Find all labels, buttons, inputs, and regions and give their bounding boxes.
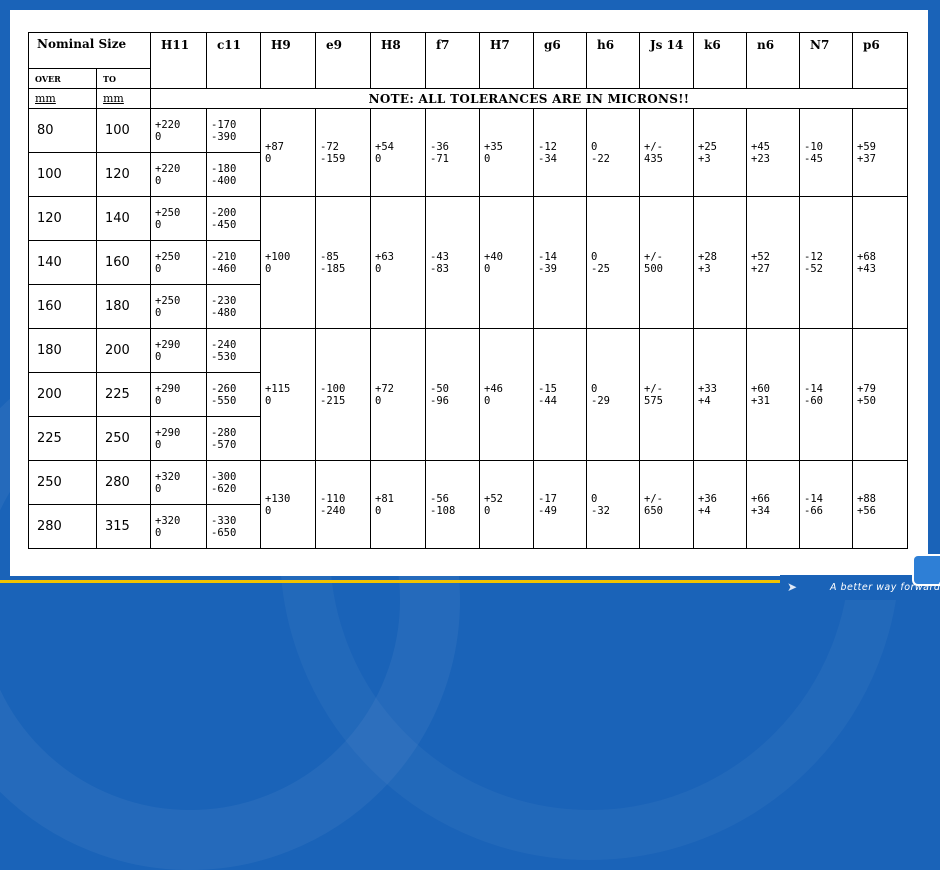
- cell-value-upper: +36: [698, 492, 717, 505]
- cell-value-upper: +320: [155, 514, 181, 527]
- cell-value-lower: -159: [320, 152, 346, 165]
- column-header-h8: H8: [371, 33, 426, 89]
- cell-value-upper: +63: [375, 250, 394, 263]
- size-to: 180: [97, 285, 151, 329]
- size-over: 180: [29, 329, 97, 373]
- unit-to: mm: [97, 89, 151, 109]
- cell-h6: [587, 461, 640, 549]
- cell-value-lower: 0: [155, 174, 162, 187]
- cell-value-lower: 0: [265, 394, 272, 407]
- size-to: 225: [97, 373, 151, 417]
- column-header-h11: H11: [151, 33, 207, 89]
- cell-value-lower: 0: [155, 350, 162, 363]
- cell-value-lower: -83: [430, 262, 449, 275]
- cell-value-upper: -12: [538, 140, 557, 153]
- cell-e9: [316, 329, 371, 461]
- cell-value-lower: +4: [698, 394, 711, 407]
- cell-js14: [640, 461, 694, 549]
- cell-n6: [747, 461, 800, 549]
- cell-k6: [694, 329, 747, 461]
- cell-value-upper: +250: [155, 206, 181, 219]
- cell-value-lower: -25: [591, 262, 610, 275]
- cell-c11: [207, 373, 261, 417]
- cell-value-lower: 0: [155, 394, 162, 407]
- cell-value-upper: -14: [538, 250, 557, 263]
- cell-value-upper: +/-: [644, 492, 663, 505]
- cell-value-upper: -100: [320, 382, 346, 395]
- cell-value-lower: +50: [857, 394, 876, 407]
- column-header-k6: k6: [694, 33, 747, 89]
- cell-value-lower: 650: [644, 504, 663, 517]
- cell-value-lower: 0: [484, 394, 491, 407]
- cell-value-lower: 0: [155, 306, 162, 319]
- cell-f7: [426, 461, 480, 549]
- cell-h6: [587, 329, 640, 461]
- cell-value-lower: -29: [591, 394, 610, 407]
- cell-value-upper: -280: [211, 426, 237, 439]
- cell-value-upper: -72: [320, 140, 339, 153]
- cell-h9: [261, 461, 316, 549]
- cell-value-upper: 0: [591, 250, 598, 263]
- cell-value-lower: +3: [698, 152, 711, 165]
- cell-value-lower: -34: [538, 152, 557, 165]
- cell-h11: [151, 505, 207, 549]
- cell-h7: [480, 461, 534, 549]
- units-row: [29, 89, 908, 109]
- cell-value-upper: -36: [430, 140, 449, 153]
- cell-value-upper: -56: [430, 492, 449, 505]
- column-header-js14: Js 14: [640, 33, 694, 89]
- size-over: 120: [29, 197, 97, 241]
- cell-value-lower: 0: [155, 438, 162, 451]
- cell-value-upper: +54: [375, 140, 394, 153]
- cell-value-upper: +100: [265, 250, 291, 263]
- cell-h11: [151, 373, 207, 417]
- cell-h8: [371, 461, 426, 549]
- cell-value-upper: +79: [857, 382, 876, 395]
- cell-value-upper: -50: [430, 382, 449, 395]
- cell-c11: [207, 505, 261, 549]
- tolerance-note: NOTE: ALL TOLERANCES ARE IN MICRONS!!: [151, 89, 908, 109]
- cell-value-lower: -32: [591, 504, 610, 517]
- cell-e9: [316, 109, 371, 197]
- cell-value-upper: -10: [804, 140, 823, 153]
- cell-value-lower: -480: [211, 306, 237, 319]
- cell-value-upper: +66: [751, 492, 770, 505]
- cell-value-upper: -330: [211, 514, 237, 527]
- cell-value-lower: 0: [265, 504, 272, 517]
- cell-value-upper: +290: [155, 338, 181, 351]
- cell-value-lower: 0: [375, 394, 382, 407]
- cell-k6: [694, 461, 747, 549]
- cell-value-lower: -44: [538, 394, 557, 407]
- cell-h8: [371, 329, 426, 461]
- cell-f7: [426, 109, 480, 197]
- cell-value-upper: +115: [265, 382, 291, 395]
- cell-g6: [534, 329, 587, 461]
- cell-value-upper: +28: [698, 250, 717, 263]
- column-header-n6: n6: [747, 33, 800, 89]
- size-over: 160: [29, 285, 97, 329]
- cell-value-upper: +/-: [644, 140, 663, 153]
- size-over: 225: [29, 417, 97, 461]
- column-header-e9: e9: [316, 33, 371, 89]
- cell-value-upper: +68: [857, 250, 876, 263]
- cell-h7: [480, 109, 534, 197]
- cell-value-lower: 0: [155, 482, 162, 495]
- size-to: 140: [97, 197, 151, 241]
- cell-value-lower: -620: [211, 482, 237, 495]
- cell-value-lower: 0: [155, 130, 162, 143]
- size-to: 120: [97, 153, 151, 197]
- cell-n7: [800, 197, 853, 329]
- cell-n6: [747, 109, 800, 197]
- cell-value-upper: +250: [155, 294, 181, 307]
- tolerance-table: [28, 32, 908, 549]
- table-row: [29, 329, 908, 373]
- cell-value-upper: -85: [320, 250, 339, 263]
- cell-value-lower: +34: [751, 504, 770, 517]
- cell-value-upper: -260: [211, 382, 237, 395]
- cell-n6: [747, 197, 800, 329]
- cell-value-upper: -300: [211, 470, 237, 483]
- cell-h8: [371, 197, 426, 329]
- size-over: 80: [29, 109, 97, 153]
- cell-value-upper: 0: [591, 492, 598, 505]
- cell-n7: [800, 109, 853, 197]
- cell-h11: [151, 197, 207, 241]
- cell-value-lower: 0: [375, 504, 382, 517]
- size-to: 315: [97, 505, 151, 549]
- size-over: 100: [29, 153, 97, 197]
- cell-value-lower: -450: [211, 218, 237, 231]
- column-header-p6: p6: [853, 33, 908, 89]
- cell-value-lower: -96: [430, 394, 449, 407]
- unit-over: mm: [29, 89, 97, 109]
- cell-value-lower: 435: [644, 152, 663, 165]
- cell-value-lower: +23: [751, 152, 770, 165]
- cell-g6: [534, 197, 587, 329]
- cell-h11: [151, 109, 207, 153]
- cell-value-upper: +320: [155, 470, 181, 483]
- arrows-icon: ➤: [787, 580, 798, 594]
- cell-value-upper: +52: [751, 250, 770, 263]
- cell-value-upper: -210: [211, 250, 237, 263]
- cell-value-upper: +33: [698, 382, 717, 395]
- column-header-h9: H9: [261, 33, 316, 89]
- cell-n7: [800, 329, 853, 461]
- cell-value-lower: -60: [804, 394, 823, 407]
- cell-h11: [151, 417, 207, 461]
- cell-value-lower: -185: [320, 262, 346, 275]
- cell-value-lower: 0: [155, 218, 162, 231]
- cell-value-upper: +35: [484, 140, 503, 153]
- cell-h11: [151, 241, 207, 285]
- cell-c11: [207, 197, 261, 241]
- table-row: [29, 197, 908, 241]
- cell-e9: [316, 197, 371, 329]
- cell-value-upper: +60: [751, 382, 770, 395]
- size-to: 100: [97, 109, 151, 153]
- cell-h8: [371, 109, 426, 197]
- column-header-n7: N7: [800, 33, 853, 89]
- cell-n7: [800, 461, 853, 549]
- cell-value-upper: +/-: [644, 250, 663, 263]
- cell-value-lower: -108: [430, 504, 456, 517]
- cell-value-lower: 500: [644, 262, 663, 275]
- table-row: [29, 461, 908, 505]
- cell-value-upper: -12: [804, 250, 823, 263]
- cell-js14: [640, 197, 694, 329]
- cell-value-lower: -570: [211, 438, 237, 451]
- size-to: 280: [97, 461, 151, 505]
- cell-e9: [316, 461, 371, 549]
- cell-value-upper: -170: [211, 118, 237, 131]
- cell-value-upper: -17: [538, 492, 557, 505]
- cell-f7: [426, 197, 480, 329]
- cell-value-lower: -71: [430, 152, 449, 165]
- cell-h11: [151, 285, 207, 329]
- nominal-size-header: Nominal Size: [29, 33, 151, 69]
- cell-value-lower: -460: [211, 262, 237, 275]
- column-header-h7: H7: [480, 33, 534, 89]
- cell-h9: [261, 109, 316, 197]
- table-row: [29, 109, 908, 153]
- cell-value-lower: -550: [211, 394, 237, 407]
- cell-p6: [853, 109, 908, 197]
- cell-value-lower: 0: [155, 526, 162, 539]
- cell-value-lower: -400: [211, 174, 237, 187]
- cell-value-lower: 0: [484, 152, 491, 165]
- cell-value-lower: 0: [484, 504, 491, 517]
- cell-value-upper: -15: [538, 382, 557, 395]
- cell-value-upper: -240: [211, 338, 237, 351]
- cell-js14: [640, 109, 694, 197]
- cell-value-lower: -240: [320, 504, 346, 517]
- cell-value-upper: -14: [804, 492, 823, 505]
- cell-h7: [480, 329, 534, 461]
- cell-h9: [261, 197, 316, 329]
- cell-value-lower: 575: [644, 394, 663, 407]
- cell-value-upper: +25: [698, 140, 717, 153]
- column-header-c11: c11: [207, 33, 261, 89]
- cell-h9: [261, 329, 316, 461]
- cell-h6: [587, 197, 640, 329]
- cell-g6: [534, 109, 587, 197]
- cell-value-lower: 0: [155, 262, 162, 275]
- cell-c11: [207, 153, 261, 197]
- cell-value-upper: +72: [375, 382, 394, 395]
- cell-value-upper: +250: [155, 250, 181, 263]
- cell-value-lower: +37: [857, 152, 876, 165]
- cell-n6: [747, 329, 800, 461]
- cell-value-upper: +290: [155, 382, 181, 395]
- to-header: TO: [97, 69, 151, 89]
- cell-k6: [694, 197, 747, 329]
- header-row: [29, 33, 908, 69]
- over-header: OVER: [29, 69, 97, 89]
- cell-value-upper: +40: [484, 250, 503, 263]
- tolerance-sheet: [10, 10, 928, 576]
- cell-value-upper: +88: [857, 492, 876, 505]
- cell-value-lower: -52: [804, 262, 823, 275]
- cell-f7: [426, 329, 480, 461]
- cell-value-lower: +3: [698, 262, 711, 275]
- cell-value-upper: +290: [155, 426, 181, 439]
- cell-value-upper: +45: [751, 140, 770, 153]
- cell-h11: [151, 153, 207, 197]
- footer-accent-line: [0, 580, 780, 583]
- cell-value-lower: 0: [265, 262, 272, 275]
- cell-value-lower: 0: [375, 262, 382, 275]
- cell-k6: [694, 109, 747, 197]
- cell-value-upper: -43: [430, 250, 449, 263]
- cell-value-lower: +56: [857, 504, 876, 517]
- cell-value-upper: -200: [211, 206, 237, 219]
- cell-value-lower: -66: [804, 504, 823, 517]
- cell-c11: [207, 417, 261, 461]
- cell-value-lower: -530: [211, 350, 237, 363]
- cell-value-upper: -110: [320, 492, 346, 505]
- cell-value-upper: +220: [155, 118, 181, 131]
- cell-h7: [480, 197, 534, 329]
- column-header-g6: g6: [534, 33, 587, 89]
- column-header-f7: f7: [426, 33, 480, 89]
- cell-value-upper: 0: [591, 382, 598, 395]
- cell-g6: [534, 461, 587, 549]
- cell-p6: [853, 197, 908, 329]
- cell-value-lower: +43: [857, 262, 876, 275]
- cell-value-upper: -14: [804, 382, 823, 395]
- cell-value-lower: -215: [320, 394, 346, 407]
- cell-value-upper: +130: [265, 492, 291, 505]
- size-over: 280: [29, 505, 97, 549]
- cell-value-lower: -390: [211, 130, 237, 143]
- size-to: 200: [97, 329, 151, 373]
- size-over: 140: [29, 241, 97, 285]
- cell-value-upper: -180: [211, 162, 237, 175]
- cell-c11: [207, 241, 261, 285]
- cell-value-lower: -49: [538, 504, 557, 517]
- cell-value-upper: +81: [375, 492, 394, 505]
- cell-value-lower: -22: [591, 152, 610, 165]
- size-to: 160: [97, 241, 151, 285]
- cell-js14: [640, 329, 694, 461]
- cell-value-upper: +220: [155, 162, 181, 175]
- cell-c11: [207, 285, 261, 329]
- cell-c11: [207, 329, 261, 373]
- cell-value-lower: 0: [484, 262, 491, 275]
- cell-value-upper: 0: [591, 140, 598, 153]
- size-over: 200: [29, 373, 97, 417]
- column-header-h6: h6: [587, 33, 640, 89]
- cell-value-lower: -650: [211, 526, 237, 539]
- cell-value-lower: -45: [804, 152, 823, 165]
- cell-p6: [853, 461, 908, 549]
- cell-value-upper: -230: [211, 294, 237, 307]
- cell-value-lower: 0: [265, 152, 272, 165]
- tagline: A better way forward: [830, 582, 940, 593]
- size-over: 250: [29, 461, 97, 505]
- cell-value-lower: +27: [751, 262, 770, 275]
- cell-value-upper: +59: [857, 140, 876, 153]
- cell-value-lower: +31: [751, 394, 770, 407]
- cell-h6: [587, 109, 640, 197]
- cell-value-lower: +4: [698, 504, 711, 517]
- cell-value-lower: 0: [375, 152, 382, 165]
- cell-value-upper: +46: [484, 382, 503, 395]
- cell-value-upper: +52: [484, 492, 503, 505]
- cell-value-lower: -39: [538, 262, 557, 275]
- cell-p6: [853, 329, 908, 461]
- cell-h11: [151, 461, 207, 505]
- cell-value-upper: +/-: [644, 382, 663, 395]
- cell-c11: [207, 109, 261, 153]
- size-to: 250: [97, 417, 151, 461]
- cell-c11: [207, 461, 261, 505]
- cell-value-upper: +87: [265, 140, 284, 153]
- cell-h11: [151, 329, 207, 373]
